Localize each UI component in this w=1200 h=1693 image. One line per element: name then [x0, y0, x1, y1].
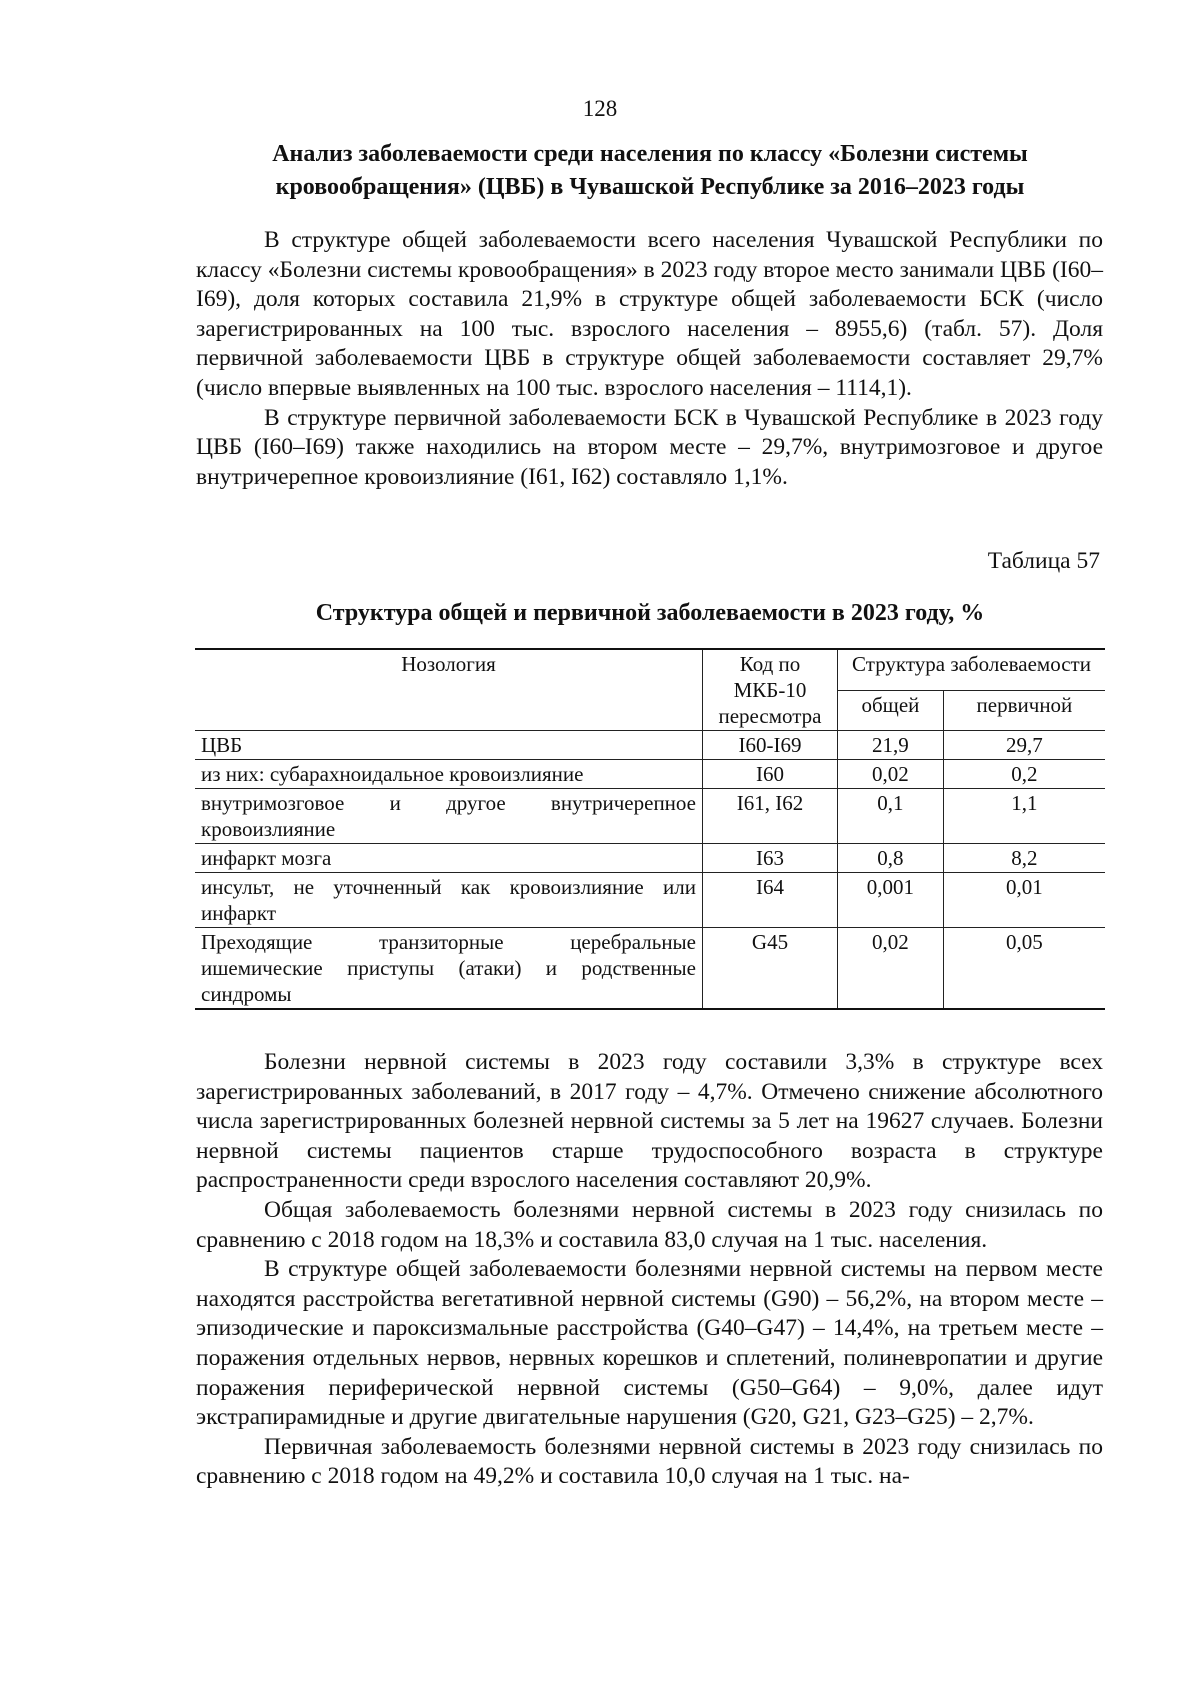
- paragraph: Первичная заболеваемость болезнями нервной системы в 2023 году снизилась по сравнению с 2018 годом на 49,2% и составила 10,0 случая на 1 тыс. на-: [196, 1433, 1103, 1490]
- header-icd-code: Код по МКБ-10 пересмотра: [703, 649, 838, 731]
- nervous-system-paragraphs: [196, 1048, 1103, 1492]
- table-header-row: [195, 649, 1105, 690]
- row-code: I63: [703, 844, 838, 873]
- row-code: I60: [703, 760, 838, 789]
- row-primary: 0,2: [943, 760, 1105, 789]
- paragraph: Болезни нервной системы в 2023 году составили 3,3% в структуре всех зарегистрированных заболеваний, в 2017 году – 4,7%. Отмечено снижение абсолютного числа зарегистрированных болезней нервной системы за 5 лет на 19627 случаев. Болезни нервной системы пациентов старше трудоспособного возраста в структуре распространенности среди взрослого населения составляют 20,9%.: [196, 1049, 1103, 1194]
- row-general: 0,8: [838, 844, 944, 873]
- table-row: [195, 844, 1105, 873]
- header-primary: первичной: [943, 690, 1105, 730]
- paragraph: В структуре общей заболеваемости болезнями нервной системы на первом месте находятся расстройства вегетативной нервной системы (G90) – 56,2%, на втором месте – эпизодические и пароксизмальные расстройства (G40–G47) – 14,4%, на третьем месте – поражения отдельных нервов, нервных корешков и сплетений, полиневропатии и другие поражения периферической нервной системы (G50–G64) – 9,0%, далее идут экстрапирамидные и другие двигательные нарушения (G20, G21, G23–G25) – 2,7%.: [196, 1256, 1103, 1431]
- row-general: 21,9: [838, 731, 944, 760]
- row-nosology: внутримозговое и другое внутричерепное кровоизлияние: [195, 789, 703, 844]
- paragraph: Общая заболеваемость болезнями нервной системы в 2023 году снизилась по сравнению с 2018 годом на 18,3% и составила 83,0 случая на 1 тыс. населения.: [196, 1196, 1103, 1253]
- row-primary: 1,1: [943, 789, 1105, 844]
- table-label: Таблица 57: [987, 548, 1100, 574]
- row-code: I61, I62: [703, 789, 838, 844]
- row-general: 0,02: [838, 760, 944, 789]
- paragraph: В структуре первичной заболеваемости БСК в Чувашской Республике в 2023 году ЦВБ (I60–I69) также находились на втором месте – 29,7%, внутримозговое и другое внутричерепное кровоизлияние (I61, I62) составляло 1,1%.: [196, 404, 1103, 490]
- table-row: [195, 760, 1105, 789]
- header-general: общей: [838, 690, 944, 730]
- row-nosology: из них: субарахноидальное кровоизлияние: [195, 760, 703, 789]
- table-row: [195, 873, 1105, 928]
- row-primary: 29,7: [943, 731, 1105, 760]
- row-general: 0,001: [838, 873, 944, 928]
- row-nosology: Преходящие транзиторные церебральные ишемические приступы (атаки) и родственные синдромы: [195, 928, 703, 1010]
- row-nosology: инсульт, не уточненный как кровоизлияние или инфаркт: [195, 873, 703, 928]
- heading-line-2: кровообращения» (ЦВБ) в Чувашской Республике за 2016–2023 годы: [275, 174, 1025, 200]
- row-nosology: ЦВБ: [195, 731, 703, 760]
- table-row: [195, 731, 1105, 760]
- page-number: 128: [582, 96, 618, 121]
- row-primary: 0,05: [943, 928, 1105, 1010]
- heading-line-1: Анализ заболеваемости среди населения по классу «Болезни системы: [272, 141, 1028, 167]
- row-code: I60-I69: [703, 731, 838, 760]
- row-primary: 8,2: [943, 844, 1105, 873]
- table-title: Структура общей и первичной заболеваемости в 2023 году, %: [315, 600, 985, 626]
- row-nosology: инфаркт мозга: [195, 844, 703, 873]
- row-general: 0,1: [838, 789, 944, 844]
- row-general: 0,02: [838, 928, 944, 1010]
- morbidity-structure-table: [195, 648, 1105, 1010]
- table-row: [195, 789, 1105, 844]
- row-code: G45: [703, 928, 838, 1010]
- intro-paragraphs: [196, 226, 1103, 492]
- section-heading: [200, 138, 1100, 204]
- header-structure: Структура заболеваемости: [838, 649, 1106, 690]
- table-row: [195, 928, 1105, 1010]
- header-nosology: Нозология: [195, 649, 703, 731]
- row-code: I64: [703, 873, 838, 928]
- paragraph: В структуре общей заболеваемости всего населения Чувашской Республики по классу «Болезни системы кровообращения» в 2023 году второе место занимали ЦВБ (I60–I69), доля которых составила 21,9% в структуре общей заболеваемости БСК (число зарегистрированных на 100 тыс. взрослого населения – 8955,6) (табл. 57). Доля первичной заболеваемости ЦВБ в структуре общей заболеваемости составляет 29,7% (число впервые выявленных на 100 тыс. взрослого населения – 1114,1).: [196, 227, 1103, 401]
- row-primary: 0,01: [943, 873, 1105, 928]
